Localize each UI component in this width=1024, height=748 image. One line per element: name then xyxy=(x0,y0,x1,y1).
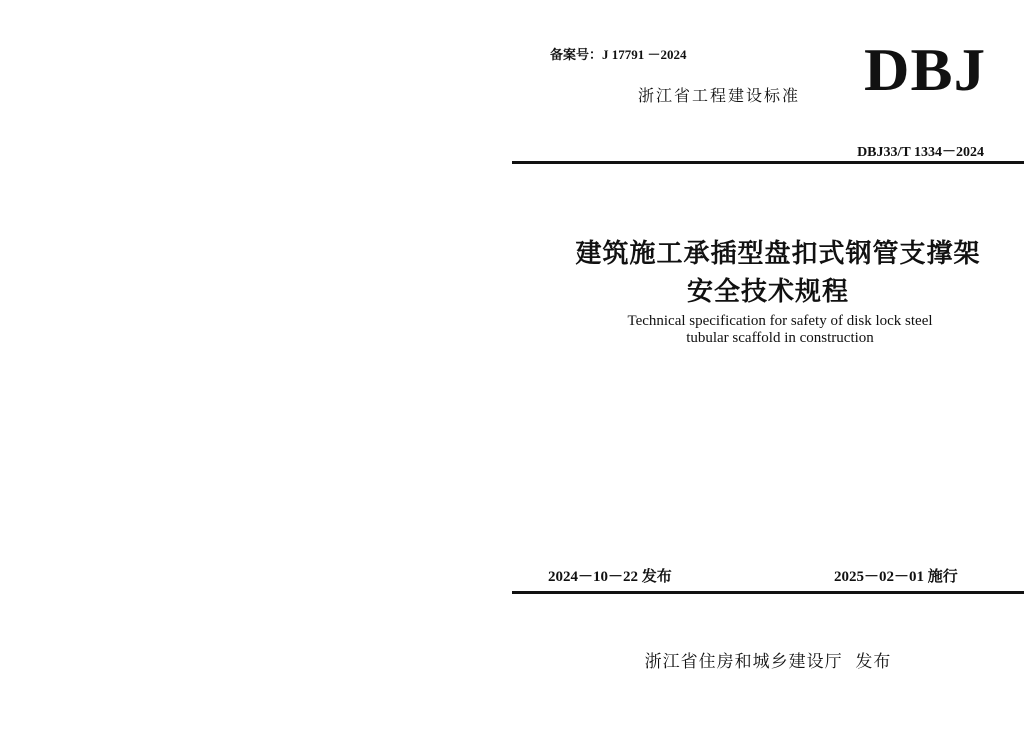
effective-date xyxy=(834,565,958,586)
title-cn-line-1: 建筑施工承插型盘扣式钢管支撑架 xyxy=(575,239,981,268)
record-number-label: 备案号： xyxy=(550,48,603,63)
cover-page xyxy=(512,0,1024,748)
issue-date-value: 2024－10－22 xyxy=(548,569,639,585)
dbj-logo: DBJ xyxy=(864,37,987,103)
publisher: 浙江省住房和城乡建设厅 发布 xyxy=(644,652,892,672)
effective-date-label: 施行 xyxy=(927,567,958,585)
standard-category: 浙江省工程建设标准 xyxy=(638,86,801,105)
standard-number: DBJ33/T 1334－2024 xyxy=(857,145,984,160)
bottom-divider xyxy=(512,591,1024,594)
title-cn-line-2: 安全技术规程 xyxy=(686,277,849,306)
title-en-line-2: tubular scaffold in construction xyxy=(686,330,874,346)
issue-date-label: 发布 xyxy=(641,567,672,585)
record-number xyxy=(550,44,687,63)
effective-date-value: 2025－02－01 xyxy=(834,569,925,585)
top-divider xyxy=(512,161,1024,164)
issue-date xyxy=(548,565,672,586)
record-number-value: J 17791 －2024 xyxy=(602,47,687,62)
title-en-line-1: Technical specification for safety of disk lock steel xyxy=(627,313,933,329)
